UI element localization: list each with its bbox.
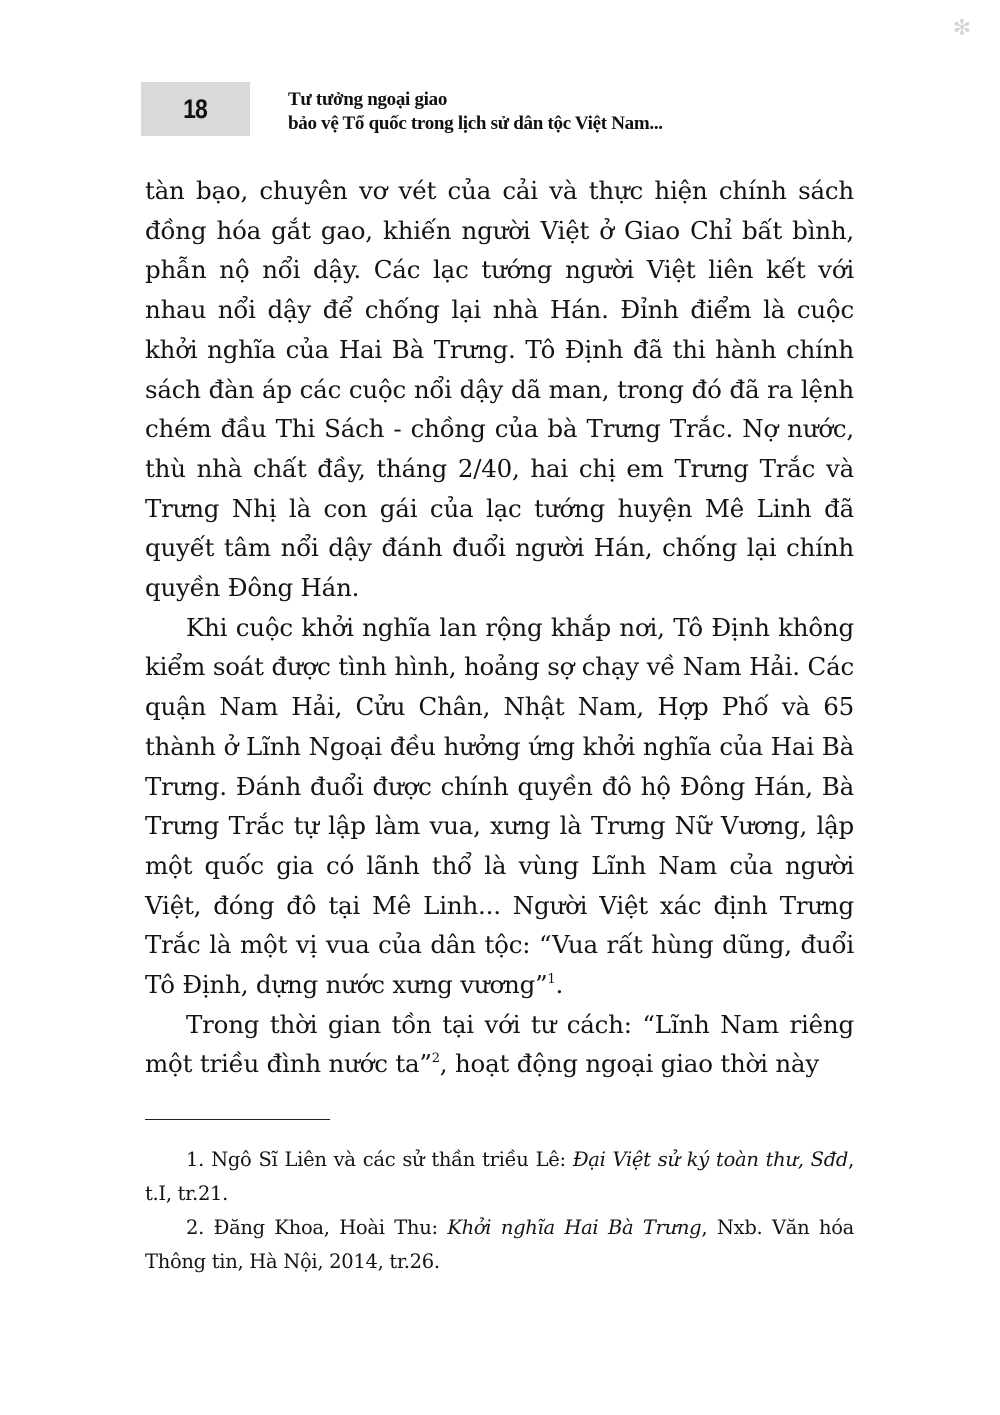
footnote-2-number: 2. [186,1216,205,1239]
paragraph-3-text: Trong thời gian tồn tại với tư cách: “Lĩnh Nam riêng một triều đình nước ta” [145,1009,854,1079]
footnotes [145,1143,854,1279]
footnote-2-lead: Đăng Khoa, Hoài Thu: [213,1216,448,1239]
footnote-divider [145,1119,330,1120]
body-text [145,171,854,1084]
footnote-1-lead: Ngô Sĩ Liên và các sử thần triều Lê: [211,1148,573,1171]
running-title-line-1: Tư tưởng ngoại giao [288,89,448,110]
paragraph-3-end: , hoạt động ngoại giao thời này [439,1049,819,1079]
footnote-ref-2[interactable]: 2 [431,1051,440,1067]
paragraph-2 [145,608,854,1005]
footnote-1-number: 1. [186,1148,205,1171]
page-number-box [141,82,250,136]
running-title-line-2: bảo vệ Tổ quốc trong lịch sử dân tộc Việt Nam... [288,113,663,134]
page-number: 18 [183,93,208,124]
footnote-2-title: Khởi nghĩa Hai Bà Trưng [447,1216,702,1239]
footnote-2 [145,1211,854,1279]
footnote-1-abbrev: Sđd [810,1148,849,1171]
flower-ornament-icon: ✻ [952,16,972,41]
paragraph-2-end: . [555,970,564,1000]
footnote-1-rest: , t.I, tr.21. [145,1148,854,1205]
running-title [288,88,663,136]
paragraph-2-text: Khi cuộc khởi nghĩa lan rộng khắp nơi, Tô Định không kiểm soát được tình hình, hoảng sợ chạy về Nam Hải. Các quận Nam Hải, Cửu Chân, Nhật Nam, Hợp Phố và 65 thành ở Lĩnh Ngoại đều hưởng ứng khởi nghĩa của Hai Bà Trưng. Đánh đuổi được chính quyền đô hộ Đông Hán, Bà Trưng Trắc tự lập làm vua, xưng là Trưng Nữ Vương, lập một quốc gia có lãnh thổ là vùng Lĩnh Nam của người Việt, đóng đô tại Mê Linh... Người Việt xác định Trưng Trắc là một vị vua của dân tộc: “Vua rất hùng dũng, đuổi Tô Định, dựng nước xưng vương” [145,612,854,1000]
footnote-1-title: Đại Việt sử ký toàn thư, [572,1148,804,1171]
paragraph-3 [145,1005,854,1084]
footnote-ref-1[interactable]: 1 [547,972,556,988]
page-header [141,82,861,138]
footnote-1 [145,1143,854,1211]
footnote-2-rest: , Nxb. Văn hóa Thông tin, Hà Nội, 2014, tr.26. [145,1216,854,1273]
paragraph-1 [145,171,854,608]
paragraph-1-text: tàn bạo, chuyên vơ vét của cải và thực hiện chính sách đồng hóa gắt gao, khiến người Việt ở Giao Chỉ bất bình, phẫn nộ nổi dậy. Các lạc tướng người Việt liên kết với nhau nổi dậy để chống lại nhà Hán. Đỉnh điểm là cuộc khởi nghĩa của Hai Bà Trưng. Tô Định đã thi hành chính sách đàn áp các cuộc nổi dậy dã man, trong đó đã ra lệnh chém đầu Thi Sách - chồng của bà Trưng Trắc. Nợ nước, thù nhà chất đầy, tháng 2/40, hai chị em Trưng Trắc và Trưng Nhị là con gái của lạc tướng huyện Mê Linh đã quyết tâm nổi dậy đánh đuổi người Hán, chống lại chính quyền Đông Hán. [145,176,854,603]
